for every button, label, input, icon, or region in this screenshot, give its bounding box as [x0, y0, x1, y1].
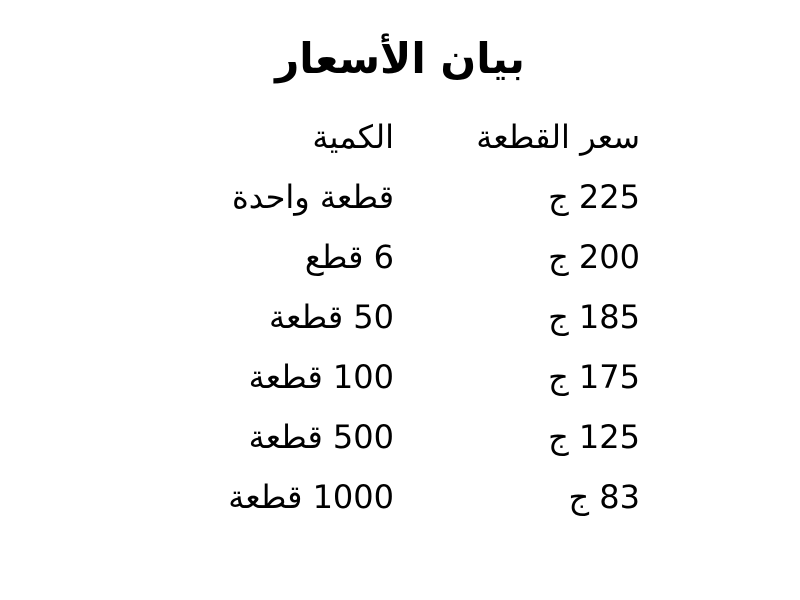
table-row [160, 238, 640, 298]
cell-quantity: 100 قطعة [248, 358, 394, 396]
cell-price: 83 ج [568, 478, 640, 516]
cell-price: 225 ج [548, 178, 640, 216]
cell-quantity: 500 قطعة [248, 418, 394, 456]
cell-quantity: قطعة واحدة [232, 178, 394, 216]
page-title: بيان الأسعار [275, 34, 525, 83]
cell-price: 175 ج [548, 358, 640, 396]
cell-quantity: 50 قطعة [268, 298, 394, 336]
table-row [160, 358, 640, 418]
cell-quantity: 1000 قطعة [228, 478, 394, 516]
table-row [160, 418, 640, 478]
cell-price: 185 ج [548, 298, 640, 336]
table-header-row [160, 118, 640, 178]
cell-price: 200 ج [548, 238, 640, 276]
cell-quantity: 6 قطع [304, 238, 394, 276]
table-row [160, 478, 640, 538]
table-row [160, 298, 640, 358]
price-table [160, 118, 640, 538]
table-row [160, 178, 640, 238]
cell-price: 125 ج [548, 418, 640, 456]
column-header-price: سعر القطعة [476, 118, 640, 156]
column-header-quantity: الكمية [312, 118, 394, 156]
